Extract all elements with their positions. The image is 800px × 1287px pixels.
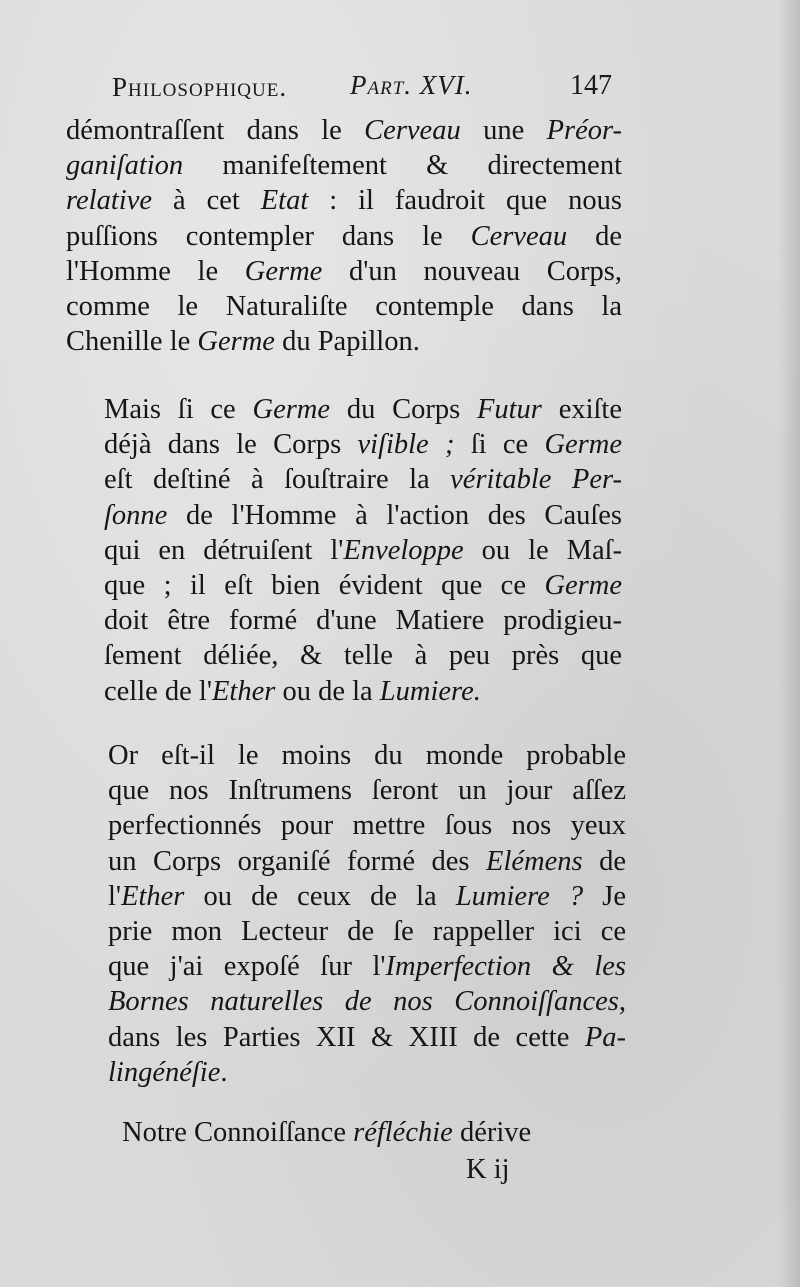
text-line: dans les Parties XII & XIII de cette Pa- xyxy=(108,1021,626,1053)
italic-text: viſible ; xyxy=(357,429,455,461)
italic-text: ſonne xyxy=(104,499,168,531)
paragraph-4 xyxy=(122,1115,630,1150)
text-line: Mais ſi ce Germe du Corps Futur exiſte xyxy=(104,394,622,425)
text-line: un Corps organiſé formé des Elémens de xyxy=(108,845,626,877)
text-line: Bornes naturelles de nos Connoiſſances, xyxy=(108,986,626,1018)
page-number: 147 xyxy=(570,70,612,101)
running-header xyxy=(112,66,612,106)
paragraph-2 xyxy=(74,392,622,709)
text-line: que ; il eſt bien évident que ce Germe xyxy=(104,569,622,601)
italic-text: Préor- xyxy=(546,115,622,146)
italic-text: Futur xyxy=(476,394,542,425)
text-line: que j'ai expoſé ſur l'Imperfection & les xyxy=(108,951,626,983)
italic-text: Cerveau xyxy=(364,115,461,146)
italic-text: Etat xyxy=(260,185,309,217)
text-line: eſt deſtiné à ſouſtraire la véritable Per- xyxy=(104,464,622,496)
text-line: comme le Naturaliſte contemple dans la xyxy=(66,290,622,322)
italic-text: Bornes naturelles de nos Connoiſſances xyxy=(108,986,619,1018)
text-line: Notre Connoiſſance réfléchie dérive xyxy=(122,1117,532,1148)
italic-text: véritable Per- xyxy=(450,464,622,496)
italic-text: relative xyxy=(66,185,152,217)
italic-text: Germe xyxy=(244,255,323,287)
text-line: Or eſt-il le moins du monde probable xyxy=(108,740,626,771)
text-line: lingénéſie. xyxy=(108,1056,228,1088)
text-line: que nos Inſtrumens ſeront un jour aſſez xyxy=(108,775,626,807)
text-line: démontraſſent dans le Cerveau une Préor- xyxy=(66,115,622,146)
text-line: déjà dans le Corps viſible ; ſi ce Germe xyxy=(104,429,622,461)
text-line: celle de l'Ether ou de la Lumiere. xyxy=(104,675,481,707)
text-line: relative à cet Etat : il faudroit que nous xyxy=(66,185,622,217)
italic-text: Germe xyxy=(252,394,331,425)
text-line: doit être formé d'une Matiere prodigieu- xyxy=(104,605,622,637)
text-line: puſſions contempler dans le Cerveau de xyxy=(66,220,622,252)
italic-text: Germe xyxy=(544,429,622,461)
paragraph-3 xyxy=(78,738,626,1090)
text-line: perfectionnés pour mettre ſous nos yeux xyxy=(108,810,626,842)
italic-text: ganiſation xyxy=(66,150,184,182)
italic-text: Cerveau xyxy=(470,220,568,252)
italic-text: Elémens xyxy=(486,845,583,877)
italic-text: Germe xyxy=(544,569,622,601)
paragraph-1 xyxy=(66,113,622,359)
italic-text: Lumiere. xyxy=(379,675,481,707)
header-title: Philosophique. xyxy=(112,72,288,102)
text-line: ganiſation manifeſtement & directement xyxy=(66,150,622,182)
text-line: ſement déliée, & telle à peu près que xyxy=(104,640,622,672)
signature-mark: K ij xyxy=(466,1154,510,1185)
header-part: Part. XVI. xyxy=(350,70,473,100)
italic-text: Germe xyxy=(197,326,275,358)
italic-text: lingénéſie xyxy=(108,1056,221,1088)
italic-text: réfléchie xyxy=(353,1117,453,1148)
text-line: ſonne de l'Homme à l'action des Cauſes xyxy=(104,499,622,531)
text-line: l'Ether ou de ceux de la Lumiere ? Je xyxy=(108,880,626,912)
italic-text: Pa- xyxy=(584,1021,626,1053)
text-line: qui en détruiſent l'Enveloppe ou le Maſ- xyxy=(104,534,622,566)
italic-text: Imperfection & les xyxy=(385,951,626,983)
italic-text: Ether xyxy=(121,880,185,912)
text-line: l'Homme le Germe d'un nouveau Corps, xyxy=(66,255,622,287)
italic-text: Lumiere ? xyxy=(455,880,584,912)
italic-text: Ether xyxy=(212,675,276,707)
italic-text: Enveloppe xyxy=(343,534,464,566)
text-line: Chenille le Germe du Papillon. xyxy=(66,326,420,358)
text-line: prie mon Lecteur de ſe rappeller ici ce xyxy=(108,915,626,947)
